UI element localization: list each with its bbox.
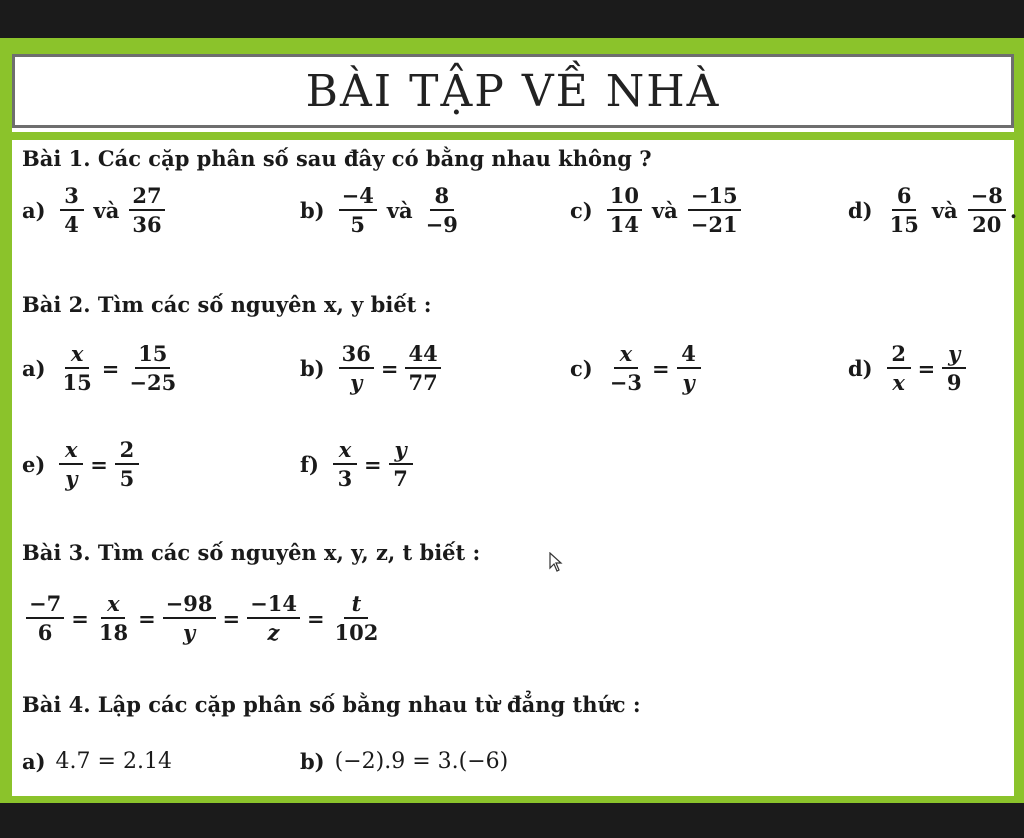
mouse-cursor-icon (549, 552, 563, 572)
denominator: 102 (334, 620, 379, 645)
fraction (942, 343, 966, 393)
bai4-heading: Bài 4. Lập các cặp phân số bằng nhau từ đẳng thức : (22, 692, 641, 717)
fraction (968, 185, 1006, 235)
numerator: −15 (688, 185, 741, 211)
bai2-item-a (22, 336, 183, 400)
equals-sign: = (306, 605, 325, 631)
divider (12, 132, 1014, 140)
denominator: y (65, 466, 78, 491)
bai1-item-d: d) $\frac{6}{15}$ và $\frac{-8}{20}$ . (848, 183, 1018, 237)
denominator: 5 (119, 466, 135, 491)
equals-sign: = (90, 451, 108, 477)
denominator: 6 (37, 620, 53, 645)
bai3-heading: Bài 3. Tìm các số nguyên x, y, z, t biết : (22, 540, 481, 565)
fraction (115, 439, 139, 489)
denominator: y (350, 370, 363, 395)
equals-sign: = (380, 355, 399, 381)
denominator: 77 (408, 370, 438, 395)
bai2-item-b (300, 336, 445, 400)
bai1-row (22, 178, 1018, 242)
fraction (129, 185, 164, 235)
denominator: 15 (62, 370, 92, 395)
denominator: 9 (946, 370, 962, 395)
numerator: x (65, 343, 89, 369)
fraction (163, 593, 216, 643)
denominator: −21 (690, 212, 738, 237)
numerator: 10 (607, 185, 642, 211)
denominator: 3 (337, 466, 353, 491)
equals-sign: = (222, 605, 241, 631)
fraction (405, 343, 440, 393)
fraction (677, 343, 701, 393)
fraction (59, 439, 83, 489)
item-label: b) (300, 355, 325, 381)
fraction (96, 593, 131, 643)
equals-sign: = (363, 451, 382, 477)
numerator: x (333, 439, 357, 465)
connector-word: và (651, 197, 678, 223)
equals-sign: = (651, 355, 670, 381)
denominator: 15 (889, 212, 919, 237)
item-label: f) (300, 451, 319, 477)
fraction (607, 185, 642, 235)
bai2-item-d (848, 336, 970, 400)
item-label: c) (570, 197, 593, 223)
fraction (26, 593, 64, 643)
item-label: a) (22, 355, 46, 381)
bai2-item-e (22, 432, 143, 496)
numerator: y (389, 439, 413, 465)
numerator: −98 (163, 593, 216, 619)
bai3-row (22, 586, 1007, 650)
bai4-item-b (300, 736, 508, 786)
numerator: y (942, 343, 966, 369)
numerator: −7 (26, 593, 64, 619)
item-label: d) (848, 355, 873, 381)
bai2-heading: Bài 2. Tìm các số nguyên x, y biết : (22, 292, 432, 317)
bai1-item-a (22, 178, 169, 242)
numerator: −14 (247, 593, 300, 619)
bai3-equation (22, 586, 385, 650)
denominator: −3 (609, 370, 642, 395)
expression: (−2).9 = 3.(−6) (334, 748, 509, 774)
numerator: 3 (60, 185, 84, 211)
denominator: 7 (393, 466, 408, 491)
numerator: 2 (115, 439, 139, 465)
denominator: y (182, 620, 196, 645)
numerator: 2 (887, 343, 911, 369)
numerator: −4 (339, 185, 377, 211)
denominator: z (267, 620, 280, 645)
bai2-row-1 (22, 336, 1007, 400)
denominator: 18 (98, 620, 129, 645)
numerator: x (101, 593, 125, 619)
connector-word: và (931, 197, 958, 223)
numerator: t (344, 593, 368, 619)
bai1-item-b (300, 178, 465, 242)
fraction (688, 185, 741, 235)
numerator: 4 (677, 343, 701, 369)
numerator: 6 (892, 185, 916, 211)
bai2-item-f (300, 432, 417, 496)
fraction (247, 593, 300, 643)
bai2-item-c (570, 336, 705, 400)
denominator: 14 (609, 212, 639, 237)
numerator: x (59, 439, 83, 465)
title-box (12, 54, 1014, 128)
equals-sign: = (917, 355, 936, 381)
connector-word: và (93, 197, 120, 223)
numerator: 44 (405, 343, 440, 369)
numerator: x (614, 343, 638, 369)
numerator: 36 (339, 343, 374, 369)
equals-sign: = (101, 355, 120, 381)
item-label: c) (570, 355, 593, 381)
bai4-row (22, 736, 1007, 786)
equals-sign: = (138, 605, 156, 631)
fraction (60, 343, 95, 393)
bai2-row-2 (22, 432, 1007, 496)
denominator: 20 (972, 212, 1002, 237)
slide (0, 38, 1024, 803)
item-label: b) (300, 197, 325, 223)
denominator: −25 (129, 370, 177, 395)
denominator: y (682, 370, 695, 395)
fraction (607, 343, 645, 393)
fraction (339, 343, 374, 393)
connector-word: và (386, 197, 413, 223)
denominator: 4 (64, 212, 79, 237)
bai1-item-c (570, 178, 745, 242)
fraction (887, 343, 911, 393)
expression: 4.7 = 2.14 (55, 748, 172, 774)
fraction (339, 185, 377, 235)
fraction (389, 439, 413, 489)
item-label: a) (22, 748, 46, 774)
fraction (126, 343, 179, 393)
numerator: 27 (129, 185, 164, 211)
fraction (887, 185, 922, 235)
denominator: x (892, 370, 905, 395)
item-label: e) (22, 451, 46, 477)
denominator: 5 (350, 212, 366, 237)
bai1-heading: Bài 1. Các cặp phân số sau đây có bằng nhau không ? (22, 146, 652, 171)
item-label: a) (22, 197, 46, 223)
fraction (423, 185, 461, 235)
fraction (332, 593, 382, 643)
fraction (60, 185, 84, 235)
numerator: 15 (135, 343, 170, 369)
item-label: d) (848, 197, 873, 223)
denominator: 36 (132, 212, 162, 237)
numerator: −8 (968, 185, 1006, 211)
item-label: b) (300, 748, 325, 774)
numerator: 8 (430, 185, 454, 211)
equals-sign: = (71, 605, 89, 631)
fraction (333, 439, 357, 489)
bai4-item-a (22, 736, 172, 786)
slide-content (12, 54, 1018, 796)
denominator: −9 (425, 212, 458, 237)
page-title: BÀI TẬP VỀ NHÀ (305, 65, 721, 117)
